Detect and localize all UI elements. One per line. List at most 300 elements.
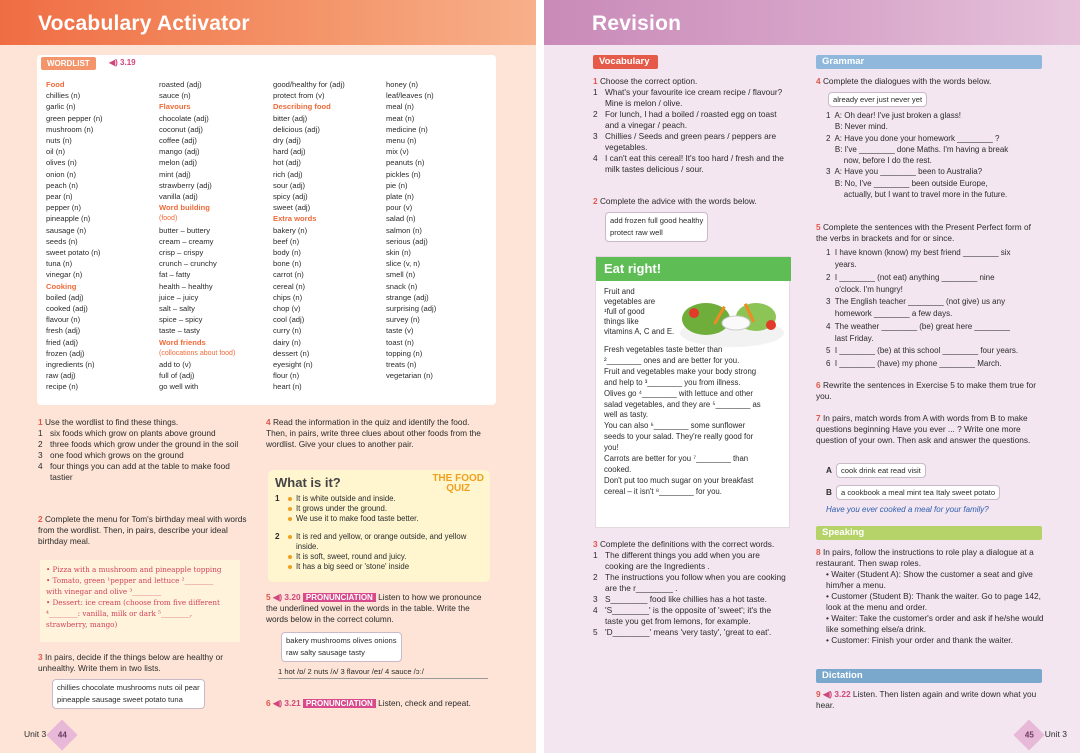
item-number: 3 bbox=[593, 131, 598, 141]
item-number: 2 bbox=[593, 572, 598, 582]
audio-track: 3.22 bbox=[834, 689, 851, 699]
item-number: 2 bbox=[38, 439, 43, 449]
ex-item bbox=[593, 131, 788, 153]
ex-instruction: Complete the sentences with the Present Perfect form of the verbs in brackets and for or since. bbox=[816, 222, 1031, 243]
quiz-clue: It is red and yellow, or orange outside, and yellow inside. bbox=[288, 532, 478, 552]
exercise-5 bbox=[266, 592, 490, 625]
wordlist-heading: Word building bbox=[159, 203, 210, 213]
food-quiz bbox=[268, 470, 490, 582]
ex-item bbox=[593, 550, 788, 572]
gutter bbox=[536, 0, 544, 753]
example-question: Have you ever cooked a meal for your family? bbox=[826, 505, 989, 514]
wordlist-item: mushroom (n) bbox=[46, 124, 94, 134]
footer-unit: Unit 3 bbox=[1044, 729, 1067, 739]
item-text: three foods which grow under the ground in the soil bbox=[50, 439, 239, 449]
wordlist-item: sauce (n) bbox=[159, 91, 191, 101]
eat-line: Don't put too much sugar on your breakfast bbox=[604, 475, 754, 485]
ex-number: 2 bbox=[593, 196, 598, 206]
wordlist-item: surprising (adj) bbox=[386, 304, 437, 314]
item-text: six foods which grow on plants above ground bbox=[50, 428, 216, 438]
ex-number: 1 bbox=[593, 76, 598, 86]
grammar-ex-5 bbox=[816, 222, 1044, 244]
ex-instruction: Read the information in the quiz and identify the food. Then, in pairs, write three clues about other foods from the wordlist. Give your clues to another pair. bbox=[266, 417, 481, 449]
dialogue-line: B: I've ________ done Maths. I'm having a break bbox=[826, 144, 1009, 154]
wordlist-item: tuna (n) bbox=[46, 259, 73, 269]
wordlist-item: chop (v) bbox=[273, 304, 301, 314]
wordlist-item: spice – spicy bbox=[159, 315, 203, 325]
ex-instruction: Choose the correct option. bbox=[599, 76, 698, 86]
wordlist-col-4 bbox=[386, 79, 436, 381]
wordlist-item: fresh (adj) bbox=[46, 326, 81, 336]
sentence-line: o'clock. I'm hungry! bbox=[826, 284, 903, 294]
eat-line: you! bbox=[604, 443, 619, 453]
item-text: For lunch, I had a boiled / roasted egg on toast and a vinegar / peach. bbox=[605, 109, 777, 130]
wordlist-item: coconut (adj) bbox=[159, 124, 203, 134]
wordlist-item: sour (adj) bbox=[273, 180, 306, 190]
wordlist-item: salt – salty bbox=[159, 304, 195, 314]
eat-intro-line: ¹full of good bbox=[604, 307, 645, 316]
wordlist-heading: Extra words bbox=[273, 214, 317, 224]
eat-intro-line: Fruit and bbox=[604, 287, 635, 296]
eat-line: Olives go ⁴________ with lettuce and other bbox=[604, 388, 753, 398]
wordlist-item: salad (n) bbox=[386, 214, 416, 224]
pron-label: PRONUNCIATION bbox=[303, 699, 376, 708]
wordlist-item: olives (n) bbox=[46, 158, 77, 168]
ex-number: 3 bbox=[593, 539, 598, 549]
page-number bbox=[46, 719, 77, 750]
wordlist-item: pour (v) bbox=[386, 203, 413, 213]
quiz-clue: We use it to make food taste better. bbox=[288, 514, 438, 524]
page-title: Revision bbox=[592, 12, 682, 35]
wordlist-item: sausage (n) bbox=[46, 225, 87, 235]
sentence-line: 5 I ________ (be) at this school ________ four years. bbox=[826, 346, 1019, 356]
wordlist-item: recipe (n) bbox=[46, 382, 79, 392]
ex-number: 5 bbox=[816, 222, 821, 232]
menu-line: ⁴________: vanilla, milk or dark ⁵________, bbox=[46, 609, 193, 618]
page-number bbox=[1013, 719, 1044, 750]
footer-unit: Unit 3 bbox=[24, 729, 47, 739]
ex-number: 8 bbox=[816, 547, 821, 557]
g5-sentences bbox=[826, 247, 1046, 370]
label-a: A bbox=[826, 466, 832, 475]
item-text: What's your favourite ice cream recipe / flavour? Mine is melon / olive. bbox=[605, 87, 783, 108]
ex-item bbox=[593, 87, 788, 109]
pron-table-header: 1 hot /ɒ/ 2 nuts /ʌ/ 3 flavour /eɪ/ 4 sauce /ɔː/ bbox=[278, 667, 488, 679]
quiz-tag bbox=[432, 474, 484, 494]
wordlist-item: protect from (v) bbox=[273, 91, 325, 101]
wordlist-item: slice (v, n) bbox=[386, 259, 421, 269]
wordlist-item: strawberry (adj) bbox=[159, 180, 212, 190]
audio-icon[interactable]: ◀) bbox=[822, 689, 833, 699]
vegetables-image bbox=[676, 283, 788, 351]
grammar-ex-4 bbox=[816, 76, 1044, 87]
words-line: add frozen full good healthy bbox=[610, 216, 704, 225]
wordlist-item: treats (n) bbox=[386, 360, 417, 370]
wordlist-item: sweet potato (n) bbox=[46, 248, 101, 258]
wordlist-item: pie (n) bbox=[386, 180, 408, 190]
eat-line: You can also ⁶________ some sunflower bbox=[604, 421, 746, 431]
audio-label[interactable]: ◀) 3.19 bbox=[109, 58, 136, 67]
wordlist-item: full of (adj) bbox=[159, 371, 195, 381]
eat-intro-line: vegetables are bbox=[604, 297, 656, 306]
wordlist-item: fried (adj) bbox=[46, 337, 79, 347]
right-banner bbox=[544, 0, 1080, 45]
wordlist-note: (collocations about food) bbox=[159, 349, 236, 357]
item-number: 4 bbox=[593, 605, 598, 615]
words-line: bakery mushrooms olives onions bbox=[286, 636, 397, 645]
exercise-4 bbox=[266, 417, 488, 450]
ex-number: 3 bbox=[38, 652, 43, 662]
wordlist-item: add to (v) bbox=[159, 360, 192, 370]
item-number: 1 bbox=[593, 87, 598, 97]
ex-item bbox=[593, 605, 788, 627]
quiz-num: 2 bbox=[275, 532, 280, 541]
wordlist-item: boiled (adj) bbox=[46, 292, 84, 302]
wordlist-item: snack (n) bbox=[386, 281, 418, 291]
exercise-6 bbox=[266, 698, 490, 709]
wordlist-item: bitter (adj) bbox=[273, 113, 308, 123]
item-text: S________ food like chillies has a hot taste. bbox=[605, 594, 767, 604]
sentence-line: last Friday. bbox=[826, 334, 874, 344]
wordlist-item: meal (n) bbox=[386, 102, 414, 112]
roleplay-step: • Customer: Finish your order and thank the waiter. bbox=[826, 635, 1013, 645]
audio-icon[interactable]: ◀) bbox=[272, 592, 283, 602]
item-text: I can't eat this cereal! It's too hard / fresh and the milk tastes delicious / sour. bbox=[605, 153, 784, 174]
wordlist-item: mango (adj) bbox=[159, 147, 200, 157]
eat-line: well as tasty. bbox=[604, 410, 649, 420]
eat-intro-line: things like bbox=[604, 317, 639, 326]
quiz-tag-line: THE FOOD bbox=[432, 473, 484, 484]
dialogue-line: 3 A: Have you ________ been to Australia? bbox=[826, 167, 983, 177]
menu-line: • Tomato, green ¹pepper and lettuce ²________ bbox=[46, 576, 214, 585]
audio-track: 3.21 bbox=[284, 698, 301, 708]
eat-line: cooked. bbox=[604, 464, 632, 474]
quiz-clue: It has a big seed or 'stone' inside bbox=[288, 562, 478, 572]
item-text: The different things you add when you are cooking are the Ingredients . bbox=[605, 550, 760, 571]
sentence-line: 2 I ________ (not eat) anything ________ nine bbox=[826, 272, 995, 282]
sentence-line: 1 I have known (know) my best friend ________ six bbox=[826, 248, 1011, 257]
wordlist-item: oil (n) bbox=[46, 147, 65, 157]
wordlist-item: spicy (adj) bbox=[273, 192, 308, 202]
roleplay-step: • Waiter (Student A): Show the customer a seat and give him/her a menu. bbox=[826, 569, 1033, 590]
speaking-heading: Speaking bbox=[816, 526, 1042, 540]
ex-number: 4 bbox=[816, 76, 821, 86]
wordlist-item: serious (adj) bbox=[386, 236, 428, 246]
wordlist-heading: Food bbox=[46, 80, 65, 89]
wordlist-item: nuts (n) bbox=[46, 136, 72, 146]
ex-instruction: Listen, check and repeat. bbox=[375, 698, 471, 708]
wordlist-item: pepper (n) bbox=[46, 203, 82, 213]
words-line: chillies chocolate mushrooms nuts oil pear bbox=[57, 683, 200, 692]
ex-number: 6 bbox=[266, 698, 271, 708]
quiz-clue: It is soft, sweet, round and juicy. bbox=[288, 552, 478, 562]
words-line: raw salty sausage tasty bbox=[286, 648, 365, 657]
left-page bbox=[0, 0, 536, 753]
s8-items bbox=[826, 569, 1044, 646]
wordlist-item: salmon (n) bbox=[386, 225, 422, 235]
roleplay-step: • Waiter: Take the customer's order and ask if he/she would like something else/a drink. bbox=[826, 613, 1044, 634]
wordlist-item: onion (n) bbox=[46, 169, 76, 179]
wordlist-item: medicine (n) bbox=[386, 124, 428, 134]
wordlist-item: carrot (n) bbox=[273, 270, 304, 280]
wordlist-item: leaf/leaves (n) bbox=[386, 91, 434, 101]
ex-instruction: Use the wordlist to find these things. bbox=[44, 417, 179, 427]
ex-item bbox=[38, 428, 253, 439]
wordlist-item: garlic (n) bbox=[46, 102, 76, 112]
wordlist-item: go well with bbox=[159, 382, 199, 392]
vocabulary-heading: Vocabulary bbox=[593, 55, 658, 69]
dialogue-line: 2 A: Have you done your homework ________ ? bbox=[826, 133, 1000, 143]
exercise-1 bbox=[38, 417, 253, 483]
page-title: Vocabulary Activator bbox=[38, 12, 250, 35]
roleplay-step: • Customer (Student B): Thank the waiter. Go to page 142, look at the menu and order. bbox=[826, 591, 1041, 612]
wordlist-col-2 bbox=[159, 79, 235, 393]
wordlist-item: dairy (n) bbox=[273, 337, 301, 347]
dialogue-line: B: No, I've ________ been outside Europe, bbox=[826, 178, 988, 188]
wordlist-item: coffee (adj) bbox=[159, 136, 197, 146]
item-number: 3 bbox=[38, 450, 43, 460]
ex-number: 7 bbox=[816, 413, 821, 423]
ex-instruction: Rewrite the sentences in Exercise 5 to make them true for you. bbox=[816, 380, 1036, 401]
eat-right-title: Eat right! bbox=[596, 257, 791, 281]
item-number: 5 bbox=[593, 627, 598, 637]
v1-items bbox=[593, 87, 788, 175]
vocab-ex-2 bbox=[593, 196, 788, 207]
menu-line: with vinegar and olive ³________ bbox=[46, 587, 162, 596]
wordlist-item: chocolate (adj) bbox=[159, 113, 209, 123]
wordlist-item: ingredients (n) bbox=[46, 360, 95, 370]
item-text: The instructions you follow when you are cooking are the r________ . bbox=[605, 572, 786, 593]
wordlist-item: peach (n) bbox=[46, 180, 79, 190]
wordlist-heading: Describing food bbox=[273, 102, 331, 112]
item-number: 4 bbox=[593, 153, 598, 163]
item-text: one food which grows on the ground bbox=[50, 450, 184, 460]
ex-number: 2 bbox=[38, 514, 43, 524]
wordlist-item: dry (adj) bbox=[273, 136, 301, 146]
item-text: 'S________' is the opposite of 'sweet'; it's the taste you get from lemons, for example. bbox=[605, 605, 772, 626]
ex-number: 6 bbox=[816, 380, 821, 390]
ex-item bbox=[38, 450, 253, 461]
wordlist-item: good/healthy for (adj) bbox=[273, 80, 345, 89]
wordlist-item: meat (n) bbox=[386, 113, 415, 123]
word-box-b: a cookbook a meal mint tea Italy sweet potato bbox=[836, 485, 1000, 500]
ex-item bbox=[593, 109, 788, 131]
dialogue-line: 1 A: Oh dear! I've just broken a glass! bbox=[826, 111, 961, 120]
item-text: four things you can add at the table to make food tastier bbox=[50, 461, 230, 482]
wordlist-item: menu (n) bbox=[386, 136, 417, 146]
ex-item bbox=[38, 461, 253, 483]
quiz-clues-1 bbox=[288, 494, 438, 524]
wordlist-item: honey (n) bbox=[386, 80, 419, 89]
ex-item bbox=[593, 153, 788, 175]
wordlist-item: plate (n) bbox=[386, 192, 414, 202]
ex-number: 9 bbox=[816, 689, 821, 699]
speaking-ex-8 bbox=[816, 547, 1044, 646]
vocab-ex-3 bbox=[593, 539, 788, 638]
wordlist-heading: Flavours bbox=[159, 102, 191, 112]
wordlist-tag: WORDLIST bbox=[41, 57, 96, 70]
wordlist-item: topping (n) bbox=[386, 348, 423, 358]
wordlist-item: frozen (adj) bbox=[46, 348, 85, 358]
wordlist-item: mint (adj) bbox=[159, 169, 191, 179]
menu-line: • Pizza with a mushroom and pineapple topping bbox=[46, 565, 222, 574]
wordlist-item: delicious (adj) bbox=[273, 124, 320, 134]
wordlist-item: survey (n) bbox=[386, 315, 420, 325]
wordlist-note: (food) bbox=[159, 215, 178, 223]
ex-instruction: Complete the definitions with the correct words. bbox=[599, 539, 775, 549]
wordlist-item: cool (adj) bbox=[273, 315, 305, 325]
wordlist-item: vanilla (adj) bbox=[159, 192, 198, 202]
item-number: 1 bbox=[593, 550, 598, 560]
wordlist-item: peanuts (n) bbox=[386, 158, 425, 168]
eat-line: and help to ³________ you from illness. bbox=[604, 377, 741, 387]
words-line: protect raw well bbox=[610, 228, 663, 237]
birthday-menu bbox=[40, 560, 240, 642]
sentence-line: years. bbox=[826, 260, 857, 270]
eat-right-box bbox=[595, 256, 790, 528]
item-number: 1 bbox=[38, 428, 43, 438]
wordlist-item: cooked (adj) bbox=[46, 304, 88, 314]
word-box: already ever just never yet bbox=[828, 92, 927, 107]
wordlist-item: bakery (n) bbox=[273, 225, 308, 235]
menu-line: • Dessert: ice cream (choose from five different bbox=[46, 598, 220, 607]
wordlist-item: chips (n) bbox=[273, 292, 303, 302]
wordlist-col-1 bbox=[46, 79, 103, 393]
words-line: pineapple sausage sweet potato tuna bbox=[57, 695, 183, 704]
wordlist-item: pineapple (n) bbox=[46, 214, 91, 224]
exercise-3 bbox=[38, 652, 253, 674]
quiz-title: What is it? bbox=[275, 475, 341, 490]
dialogue-line: B: Never mind. bbox=[826, 122, 888, 132]
quiz-num: 1 bbox=[275, 494, 280, 503]
eat-body bbox=[604, 345, 786, 498]
sentence-line: 3 The English teacher ________ (not give) us any bbox=[826, 297, 1006, 307]
ex-instruction: Complete the advice with the words below. bbox=[599, 196, 757, 206]
grammar-ex-7 bbox=[816, 413, 1044, 446]
wordlist-item: green pepper (n) bbox=[46, 113, 103, 123]
dictation-ex-9 bbox=[816, 689, 1044, 711]
wordlist-item: skin (n) bbox=[386, 248, 411, 258]
page-number-text: 45 bbox=[1024, 730, 1034, 739]
wordlist-item: cereal (n) bbox=[273, 281, 306, 291]
page-number-text: 44 bbox=[57, 730, 67, 739]
wordlist-item: vinegar (n) bbox=[46, 270, 83, 280]
word-box-a: cook drink eat read visit bbox=[836, 463, 926, 478]
audio-icon[interactable]: ◀) bbox=[272, 698, 283, 708]
wordlist-item: curry (n) bbox=[273, 326, 302, 336]
sentence-line: 6 I ________ (have) my phone ________ March. bbox=[826, 358, 1002, 368]
word-box bbox=[281, 632, 402, 662]
wordlist-item: bone (n) bbox=[273, 259, 302, 269]
wordlist-heading: Cooking bbox=[46, 281, 77, 291]
wordlist-audio: 3.19 bbox=[120, 58, 136, 67]
dialogue-line: now, before I do the rest. bbox=[826, 156, 932, 166]
left-banner bbox=[0, 0, 536, 45]
eat-line: ²________ ones and are better for you. bbox=[604, 355, 740, 365]
item-number: 2 bbox=[593, 109, 598, 119]
eat-line: salad vegetables, and they are ⁵________ as bbox=[604, 399, 761, 409]
wordlist-item: roasted (adj) bbox=[159, 80, 202, 89]
wordlist-item: hot (adj) bbox=[273, 158, 301, 168]
wordlist-item: taste (v) bbox=[386, 326, 414, 336]
g4-dialogue bbox=[826, 110, 1046, 200]
wordlist-item: taste – tasty bbox=[159, 326, 200, 336]
eat-line: Fresh vegetables taste better than bbox=[604, 345, 723, 354]
ex-number: 5 bbox=[266, 592, 271, 602]
item-text: Chillies / Seeds and green pears / peppers are vegetables. bbox=[605, 131, 777, 152]
wordlist-col-3 bbox=[273, 79, 345, 393]
wordlist-item: melon (adj) bbox=[159, 158, 197, 168]
eat-line: cereal – it isn't ⁸________ for you. bbox=[604, 486, 722, 496]
wordlist-item: eyesight (n) bbox=[273, 360, 313, 370]
wordlist-item: hard (adj) bbox=[273, 147, 306, 157]
ex-instruction: Complete the dialogues with the words below. bbox=[822, 76, 992, 86]
ex-instruction: Listen to how we pronounce the underlined vowel in the words in the table. Write the words below in the correct column. bbox=[266, 592, 482, 624]
wordlist-item: crunch – crunchy bbox=[159, 259, 217, 269]
wordlist-item: health – healthy bbox=[159, 281, 213, 291]
eat-intro-line: vitamins A, C and E. bbox=[604, 327, 675, 336]
wordlist-item: mix (v) bbox=[386, 147, 409, 157]
label-b: B bbox=[826, 488, 832, 497]
wordlist-item: crisp – crispy bbox=[159, 248, 204, 258]
footer-left bbox=[24, 724, 73, 746]
ex-number: 4 bbox=[266, 417, 271, 427]
footer-right bbox=[1018, 724, 1067, 746]
wordlist-item: pear (n) bbox=[46, 192, 73, 202]
audio-track: 3.20 bbox=[284, 592, 301, 602]
ex-item bbox=[593, 594, 788, 605]
grammar-ex-6 bbox=[816, 380, 1044, 402]
wordlist-item: fat – fatty bbox=[159, 270, 191, 280]
sentence-line: 4 The weather ________ (be) great here ________ bbox=[826, 321, 1010, 331]
menu-line: strawberry, mango) bbox=[46, 620, 118, 629]
ex-item bbox=[593, 627, 788, 638]
wordlist-item: sweet (adj) bbox=[273, 203, 311, 213]
wordlist-item: cream – creamy bbox=[159, 236, 214, 246]
eat-line: Fruit and vegetables make your body strong bbox=[604, 366, 757, 376]
eat-line: seeds to your salad. They're really good for bbox=[604, 432, 754, 442]
ex-item bbox=[38, 439, 253, 450]
ex-instruction: In pairs, decide if the things below are healthy or unhealthy. Write them in two lists. bbox=[38, 652, 223, 673]
wordlist-item: beef (n) bbox=[273, 236, 300, 246]
sentence-line: homework ________ a few days. bbox=[826, 309, 953, 319]
wordlist-item: body (n) bbox=[273, 248, 301, 258]
word-box bbox=[605, 212, 708, 242]
ex-instruction: Listen. Then listen again and write down what you hear. bbox=[816, 689, 1037, 710]
item-text: 'D________' means 'very tasty', 'great to eat'. bbox=[605, 627, 772, 637]
dictation-heading: Dictation bbox=[816, 669, 1042, 683]
wordlist-item: vegetarian (n) bbox=[386, 371, 433, 381]
wordlist-box bbox=[37, 55, 496, 405]
wordlist-item: pickles (n) bbox=[386, 169, 421, 179]
pron-label: PRONUNCIATION bbox=[303, 593, 376, 602]
wordlist-item: flour (n) bbox=[273, 371, 300, 381]
vocab-ex-1 bbox=[593, 76, 788, 175]
wordlist-item: butter – buttery bbox=[159, 225, 211, 235]
wordlist-item: rich (adj) bbox=[273, 169, 303, 179]
wordlist-item: heart (n) bbox=[273, 382, 302, 392]
ex-number: 1 bbox=[38, 417, 43, 427]
ex-instruction: Complete the menu for Tom's birthday meal with words from the wordlist. Then, in pairs, describe your ideal birthday meal. bbox=[38, 514, 247, 546]
eat-intro bbox=[604, 287, 676, 337]
quiz-clue: It grows under the ground. bbox=[288, 504, 438, 514]
wordlist-item: chillies (n) bbox=[46, 91, 81, 101]
wordlist-item: smell (n) bbox=[386, 270, 416, 280]
wordlist-item: strange (adj) bbox=[386, 292, 429, 302]
vegetables-image bbox=[676, 283, 788, 351]
wordlist-item: raw (adj) bbox=[46, 371, 76, 381]
exercise-2 bbox=[38, 514, 253, 547]
